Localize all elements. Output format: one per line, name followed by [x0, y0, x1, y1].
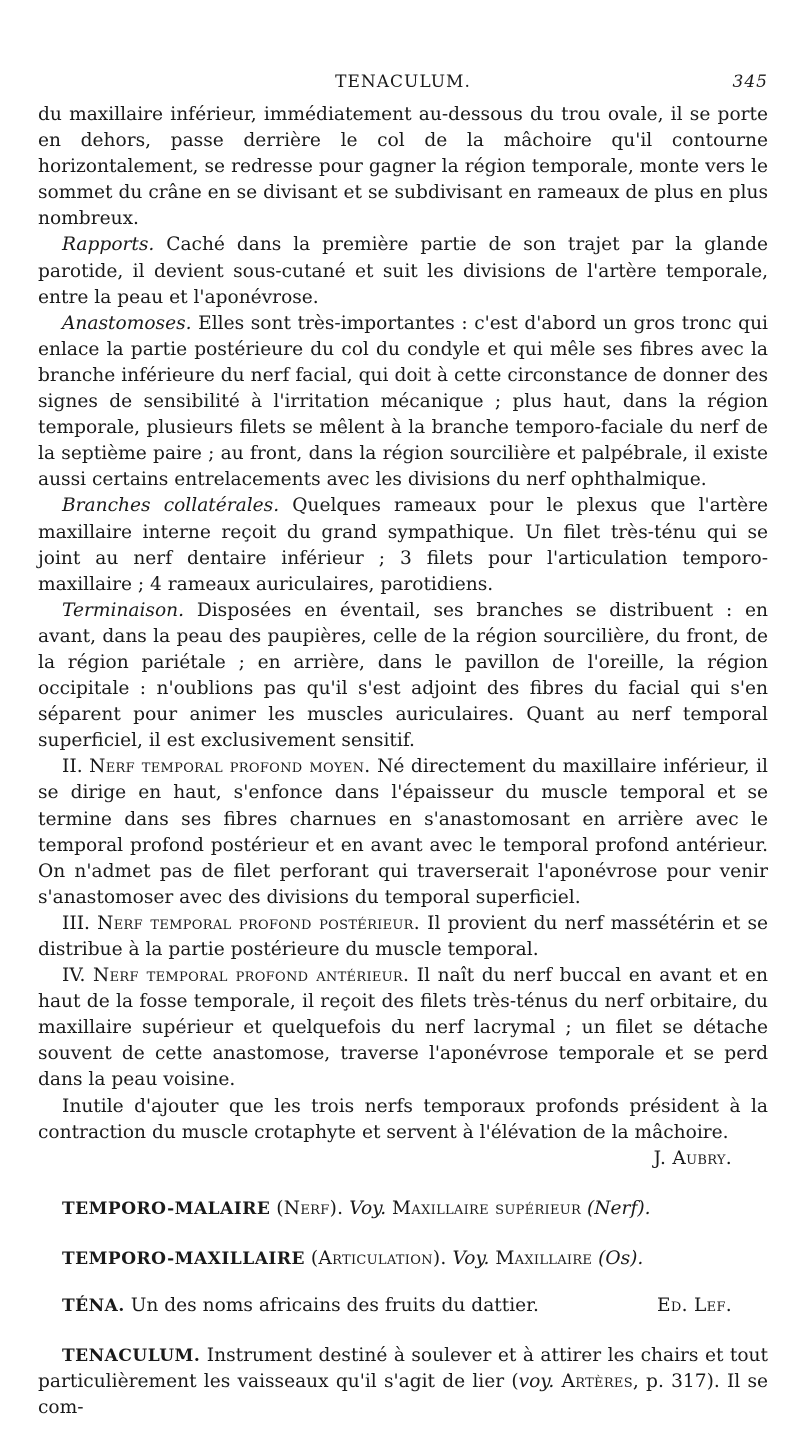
article-body: [38, 102, 768, 1421]
entry-headword: TEMPORO-MAXILLAIRE: [62, 1248, 305, 1269]
section-heading: Nerf temporal profond antérieur.: [93, 965, 410, 987]
entry-temporo-maxillaire: TEMPORO-MAXILLAIRE (Articulation). Voy. Maxillaire (Os).: [62, 1247, 644, 1269]
paragraph-anastomoses: Anastomoses. Elles sont très-importantes : c'est d'abord un gros tronc qui enlace la partie postérieure du col du condyle et qui mêle ses fibres avec la branche inférieure du nerf facial, qui doit à cette circonstance de donner des signes de sensibilité à l'irritation mécanique ; plus haut, dans la région temporale, plusieurs filets se mêlent à la branche temporo-faciale du nerf de la septième paire ; au front, dans la région sourcilière et palpébrale, il existe aussi certains entrelacements avec les divisions du nerf ophthalmique.: [38, 312, 768, 491]
running-header: [38, 72, 768, 98]
paragraph-terminaison: Terminaison. Disposées en éventail, ses branches se distribuent : en avant, dans la peau des paupières, celle de la région sourcilière, du front, de la région pariétale ; en arrière, dans le pavillon de l'oreille, la région occipitale : n'oublions pas qu'il s'est adjoint des fibres du facial qui s'en séparent pour animer les muscles auriculaires. Quant au nerf temporal superficiel, il est exclusivement sensitif.: [38, 599, 768, 752]
paragraph-rapports: Rapports. Caché dans la première partie de son trajet par la glande parotide, il devient sous-cutané et suit les divisions de l'artère temporale, entre la peau et l'aponévrose.: [38, 234, 768, 308]
page-number: 345: [732, 72, 768, 92]
entry-headword: TÉNA.: [62, 1296, 125, 1317]
entry-author: Ed. Lef.: [657, 1295, 732, 1317]
author-signature: J. Aubry.: [653, 1147, 732, 1169]
paragraph-lead: Anastomoses.: [62, 312, 192, 334]
entry-tenaculum: TENACULUM. Instrument destiné à soulever et à attirer les chairs et tout particulièrement les vaisseaux qu'il s'agit de lier (voy. Artères, p. 317). Il se com-: [38, 1345, 769, 1419]
section-iii: III. Nerf temporal profond postérieur. Il provient du nerf massétérin et se distribue à la partie postérieure du muscle temporal.: [38, 912, 769, 960]
section-ii: II. Nerf temporal profond moyen. Né directement du maxillaire inférieur, il se dirige en haut, s'enfonce dans l'épaisseur du muscle temporal et se termine dans ses fibres charnues en s'anastomosant en arrière avec le temporal profond postérieur et en avant avec le temporal profond antérieur. On n'admet pas de filet perforant qui traverserait l'aponévrose pour venir s'anastomoser avec des divisions du temporal superficiel.: [38, 756, 768, 908]
section-iv: IV. Nerf temporal profond antérieur. Il naît du nerf buccal en avant et en haut de la fosse temporale, il reçoit des filets très-ténus du nerf orbitaire, du maxillaire supérieur et quelquefois du nerf lacrymal ; un filet se détache souvent de cette anastomose, traverse l'aponévrose temporale et se perd dans la peau voisine.: [38, 965, 768, 1091]
section-heading: Nerf temporal profond moyen.: [89, 756, 371, 778]
paragraph-lead: Terminaison.: [62, 599, 185, 621]
paragraph-branches: Branches collatérales. Quelques rameaux pour le plexus que l'artère maxillaire interne reçoit du grand sympathique. Un filet très-ténu qui se joint au nerf dentaire inférieur ; 3 filets pour l'articulation temporo-maxillaire ; 4 rameaux auriculaires, parotidiens.: [38, 495, 768, 595]
entry-headword: TEMPORO-MALAIRE: [62, 1198, 271, 1219]
paragraph-lead: Branches collatérales.: [62, 495, 280, 517]
paragraph-trajet: du maxillaire inférieur, immédiatement au-dessous du trou ovale, il se porte en dehors, passe derrière le col de la mâchoire qu'il contourne horizontalement, se redresse pour gagner la région temporale, monte vers le sommet du crâne en se divisant et se subdivisant en rameaux de plus en plus nombreux.: [38, 104, 768, 230]
entry-temporo-malaire: TEMPORO-MALAIRE (Nerf). Voy. Maxillaire supérieur (Nerf).: [62, 1197, 651, 1219]
section-heading: Nerf temporal profond postérieur.: [97, 912, 420, 934]
paragraph-conclusion: Inutile d'ajouter que les trois nerfs temporaux profonds président à la contraction du muscle crotaphyte et servent à l'élévation de la mâchoire.: [38, 1095, 768, 1143]
entry-tena: TÉNA. Un des noms africains des fruits du dattier. Ed. Lef.: [38, 1293, 768, 1319]
running-title: TENACULUM.: [335, 72, 471, 92]
entry-headword: TENACULUM.: [62, 1346, 201, 1367]
paragraph-lead: Rapports.: [62, 234, 155, 256]
